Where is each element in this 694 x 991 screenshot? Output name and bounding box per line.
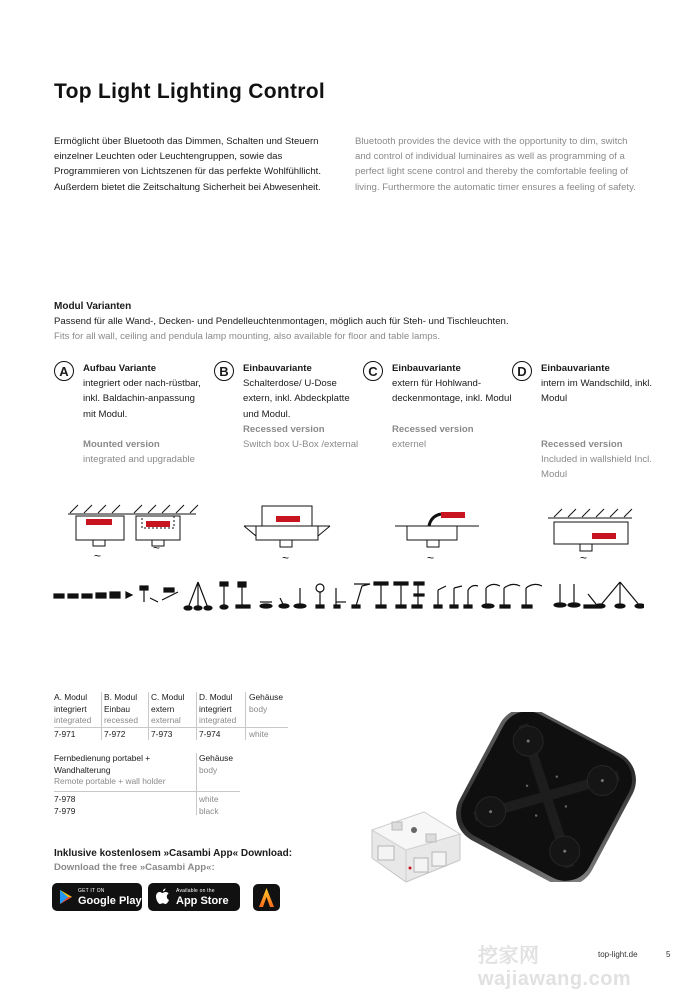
svg-text:~: ~ bbox=[153, 541, 161, 555]
mounting-diagram-d bbox=[546, 502, 636, 562]
svg-text:~: ~ bbox=[580, 551, 588, 562]
variant-letter-badge: C bbox=[363, 361, 383, 381]
variant-letter-badge: A bbox=[54, 361, 74, 381]
variant-description-en: Included in wallshield Incl. Modul bbox=[541, 453, 652, 481]
svg-text:~: ~ bbox=[94, 549, 102, 562]
variants-subtitle-de: Passend für alle Wand-, Decken- und Pendelleuchtenmontagen, möglich auch für Steh- und Tischleuchten. bbox=[54, 316, 509, 327]
variant-description-en: externel bbox=[392, 438, 427, 450]
variant-title: Aufbau Variante bbox=[83, 363, 157, 374]
article-number: 7-972 bbox=[104, 729, 126, 739]
variant-description: Schalterdose/ U-Dose extern, inkl. Abdeckplatte und Modul. bbox=[243, 378, 350, 420]
variant-title: Einbauvariante bbox=[541, 363, 610, 374]
article-number: 7-971 bbox=[54, 729, 76, 739]
article-number: 7-974 bbox=[199, 729, 221, 739]
variant-letter-badge: B bbox=[214, 361, 234, 381]
bluetooth-module-image bbox=[366, 800, 466, 888]
variant-description: extern für Hohlwand-deckenmontage, inkl. Modul bbox=[392, 378, 512, 405]
article-table-remote bbox=[54, 753, 254, 818]
app-download-heading: Inklusive kostenlosem »Casambi App« Download: bbox=[54, 848, 293, 859]
casambi-logo-icon bbox=[253, 884, 280, 911]
app-store-badge[interactable] bbox=[148, 883, 240, 911]
watermark: 挖家网 wajiawang.com bbox=[478, 945, 632, 990]
variant-title-en: Recessed version bbox=[541, 438, 623, 450]
app-store-small-label: Available on the bbox=[176, 888, 215, 894]
app-store-label: App Store bbox=[176, 895, 229, 907]
variant-title-en: Recessed version bbox=[243, 423, 325, 435]
table-header-cell: D. Modul integriert integrated bbox=[199, 692, 237, 726]
article-table-modules bbox=[54, 692, 294, 742]
intro-text-de: Ermöglicht über Bluetooth das Dimmen, Schalten und Steuern einzelner Leuchten oder Leuchtengruppen, sowie das Programmieren von Lichtszenen für das perfekte Wohlfühllicht. Außerdem bietet die Zeitschaltung Sicherheit bei Abwesenheit. bbox=[54, 136, 321, 193]
apple-icon bbox=[156, 888, 170, 905]
app-download-subtitle: Download the free »Casambi App«: bbox=[54, 862, 215, 873]
table-header-cell: A. Modul integriert integrated bbox=[54, 692, 92, 726]
variant-description-en: integrated and upgradable bbox=[83, 454, 196, 466]
mounting-diagram-b bbox=[242, 502, 332, 562]
variant-title: Einbauvariante bbox=[243, 363, 312, 374]
table-header-cell: C. Modul extern external bbox=[151, 692, 185, 726]
variant-description-en: Switch box U-Box /external bbox=[243, 439, 359, 451]
table-header-cell: Gehäuse body bbox=[199, 753, 233, 775]
intro-text-en: Bluetooth provides the device with the opportunity to dim, switch and control of individual luminaires as well as programming of a perfect light scene control and thereby the comfortable feeling of living. Furthermore the automatic timer ensures a feeling of safety. bbox=[355, 136, 636, 193]
variant-letter-badge: D bbox=[512, 361, 532, 381]
variants-subtitle-en: Fits for all wall, ceiling and pendula lamp mounting, also available for floor and table lamps. bbox=[54, 331, 441, 342]
article-number: 7-978 7-979 bbox=[54, 794, 76, 816]
footer-url: top-light.de bbox=[598, 950, 638, 959]
lamp-family-silhouettes bbox=[52, 578, 644, 612]
svg-text:~: ~ bbox=[427, 551, 435, 562]
page-title: Top Light Lighting Control bbox=[54, 80, 325, 103]
body-color: white bbox=[249, 729, 269, 739]
table-header-cell: B. Modul Einbau recessed bbox=[104, 692, 138, 726]
casambi-app-icon[interactable] bbox=[253, 884, 280, 911]
google-play-badge[interactable] bbox=[52, 883, 142, 911]
variant-title-en: Mounted version bbox=[83, 438, 160, 450]
mounting-diagram-c bbox=[393, 502, 483, 562]
google-play-small-label: GET IT ON bbox=[78, 888, 105, 894]
google-play-icon bbox=[59, 889, 73, 905]
variant-title-en: Recessed version bbox=[392, 423, 474, 435]
variant-description: integriert oder nach-rüstbar, inkl. Baldachin-anpassung mit Modul. bbox=[83, 378, 201, 420]
variant-title: Einbauvariante bbox=[392, 363, 461, 374]
mounting-diagram-a bbox=[64, 502, 204, 562]
body-color: white black bbox=[199, 794, 219, 816]
table-header-cell: Fernbedienung portabel + Wandhalterung Remote portable + wall holder bbox=[54, 753, 166, 787]
variants-heading: Modul Varianten bbox=[54, 301, 132, 312]
page-number: 5 bbox=[666, 950, 671, 959]
svg-text:~: ~ bbox=[282, 551, 290, 562]
google-play-label: Google Play bbox=[78, 895, 142, 907]
remote-control-image bbox=[446, 712, 646, 882]
article-number: 7-973 bbox=[151, 729, 173, 739]
variant-description: intern im Wandschild, inkl. Modul bbox=[541, 378, 653, 405]
table-header-cell: Gehäuse body bbox=[249, 692, 283, 714]
